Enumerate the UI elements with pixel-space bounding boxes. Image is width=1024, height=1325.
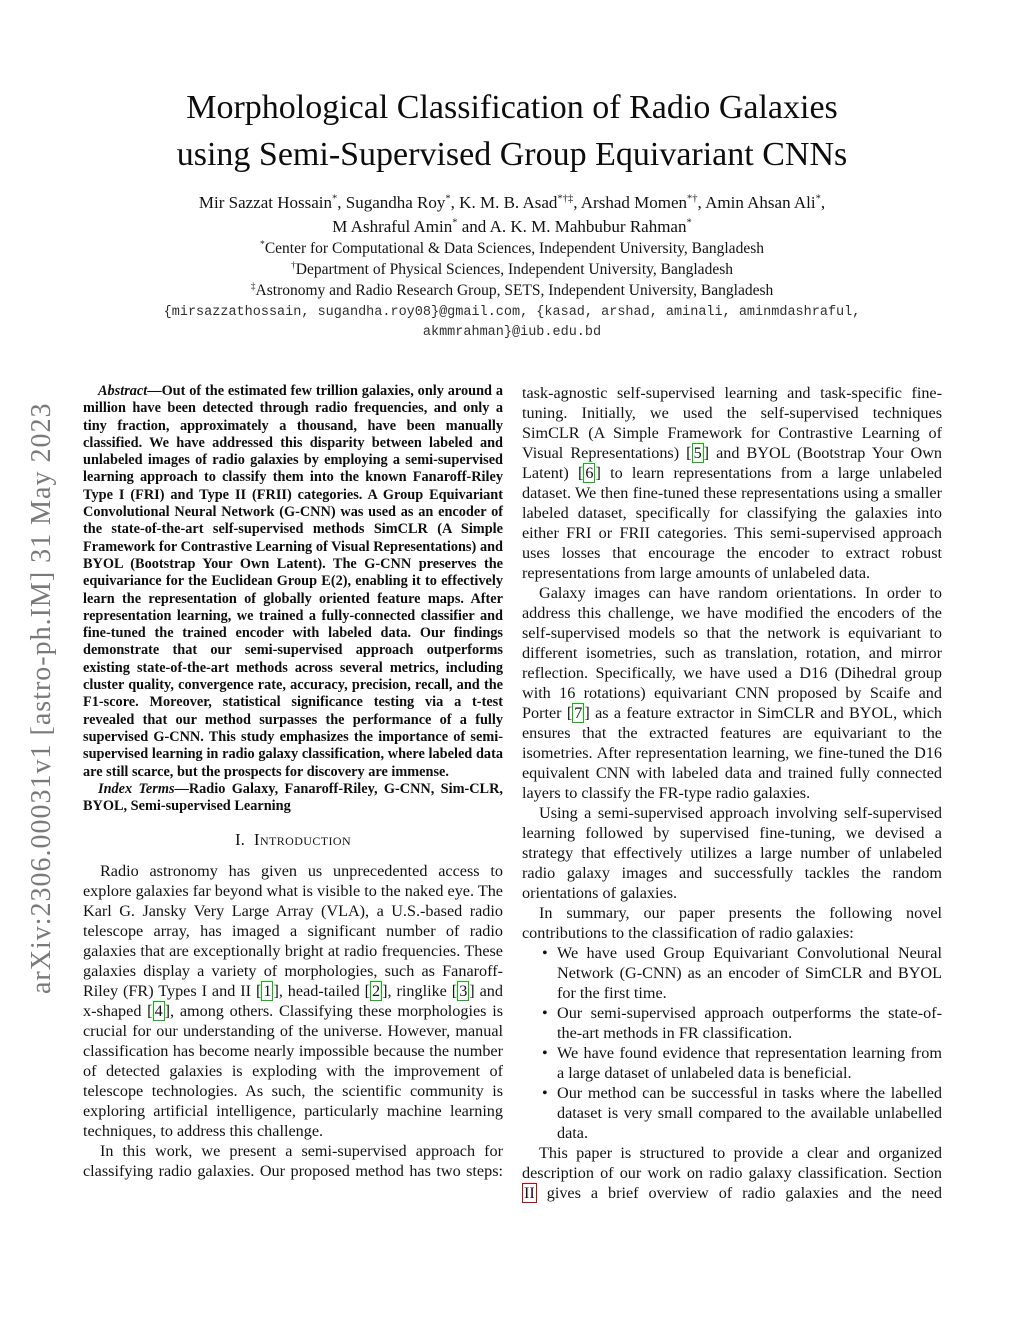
text-segment: *†‡ — [557, 193, 574, 205]
affiliation-3: ‡Astronomy and Radio Research Group, SETS, Independent University, Bangladesh — [250, 280, 774, 299]
text-segment: * — [686, 217, 692, 229]
text-segment: *† — [687, 193, 698, 205]
left-column — [83, 383, 503, 1181]
text-segment: Abstract — [98, 383, 148, 399]
citation-link[interactable]: 3 — [459, 982, 468, 1001]
text-segment: * — [815, 193, 821, 205]
text-segment: ‡ — [250, 280, 256, 292]
email-line-1: {mirsazzathossain, sugandha.roy08}@gmail.com, {kasad, arshad, aminali, aminmdashraful, — [163, 305, 861, 320]
section-title: Introduction — [253, 830, 352, 850]
paragraph: task-agnostic self-supervised learning and task-specific fine-tuning. Initially, we used the self-supervised techniques SimCLR (A Simple Framework for Contrastive Learning of Visual Representations) [ 5 ] and BYOL (Bootstrap Your Own Latent) [ 6 ] to learn representations from a large unlabeled dataset. We then fine-tuned these representations using a smaller labeled dataset, specifically for classifying the galaxies into either FRI or FRII categories. This semi-supervised approach uses losses that encourage the encoder to extract robust representations from large amounts of unlabeled data. — [522, 384, 942, 582]
paper-title — [0, 84, 1024, 178]
list-item: • Our semi-supervised approach outperforms the state-of-the-art methods in FR classification. — [541, 1003, 942, 1043]
text-segment: * — [445, 193, 451, 205]
paragraph: Using a semi-supervised approach involving self-supervised learning followed by supervised fine-tuning, we devised a strategy that effectively utilizes a large number of unlabeled radio galaxy images and successfully tackles the random orientations of galaxies. — [522, 804, 942, 902]
section-number: I. — [234, 830, 245, 850]
section-heading-introduction — [83, 830, 503, 850]
affiliation-1: *Center for Computational & Data Sciences, Independent University, Bangladesh — [260, 238, 764, 257]
email-line-2: akmmrahman}@iub.edu.bd — [422, 324, 602, 340]
paragraph: In summary, our paper presents the following novel contributions to the classification of radio galaxies: — [522, 904, 942, 942]
citation-link[interactable]: 7 — [574, 704, 583, 722]
affiliation-2: †Department of Physical Sciences, Independent University, Bangladesh — [291, 259, 733, 278]
citation-link[interactable]: 5 — [693, 444, 702, 462]
text-segment: * — [452, 217, 458, 229]
text-segment: —Radio Galaxy, Fanaroff-Riley, G-CNN, Sim-CLR, BYOL, Semi-supervised Learning — [83, 780, 503, 815]
list-item: • Our method can be successful in tasks where the labelled dataset is very small compared to the available unlabelled data. — [541, 1083, 942, 1143]
section-ref-link[interactable]: II — [524, 1184, 535, 1202]
abstract-text — [83, 383, 503, 781]
text-segment: Index Terms — [98, 780, 175, 797]
citation-link[interactable]: 1 — [263, 982, 272, 1001]
right-column — [522, 383, 942, 1203]
author-line-1: Mir Sazzat Hossain*, Sugandha Roy*, K. M. B. Asad*†‡, Arshad Momen*†, Amin Ahsan Ali*, — [198, 193, 826, 212]
arxiv-watermark: arXiv:2306.00031v1 [astro-ph.IM] 31 May 2023 — [26, 402, 57, 994]
citation-link[interactable]: 4 — [154, 1002, 163, 1021]
paragraph: This paper is structured to provide a clear and organized description of our work on radio galaxy classification. Section II gives a brief overview of radio galaxies and the need — [522, 1144, 942, 1202]
list-item: • We have found evidence that representation learning from a large dataset of unlabeled data is beneficial. — [541, 1043, 942, 1083]
text-segment: —Out of the estimated few trillion galaxies, only around a million have been detected through radio frequencies, and only a tiny fraction, approximately a thousand, have been manually classified. We have addressed this disparity between labeled and unlabeled images of radio galaxies by employing a semi-supervised learning approach to classify them into the known Fanaroff-Riley Type I (FRI) and Type II (FRII) categories. A Group Equivariant Convolutional Neural Network (G-CNN) was used as an encoder of the state-of-the-art self-supervised methods SimCLR (A Simple Framework for Contrastive Learning of Visual Representations) and BYOL (Bootstrap Your Own Latent). The G-CNN preserves the equivariance for the Euclidean Group E(2), enabling it to effectively learn the representation of globally oriented feature maps. After representation learning, we trained a fully-connected classifier and fine-tuned the trained encoder with labeled data. Our findings demonstrate that our semi-supervised approach outperforms existing state-of-the-art methods across several metrics, including cluster quality, convergence rate, accuracy, precision, recall, and the F1-score. Moreover, statistical significance testing via a t-test revealed that our method surpasses the performance of a fully supervised G-CNN. This study emphasizes the importance of semi-supervised learning in radio galaxy classification, where labeled data are still scarce, but the prospects for discovery are immense. — [83, 383, 503, 780]
list-item: • We have used Group Equivariant Convolutional Neural Network (G-CNN) as an encoder of SimCLR and BYOL for the first time. — [541, 943, 942, 1003]
citation-link[interactable]: 6 — [585, 464, 594, 482]
paragraph: Galaxy images can have random orientations. In order to address this challenge, we have modified the encoders of the self-supervised models so that the network is equivariant to different isometries, such as translation, rotation, and mirror reflection. Specifically, we have used a D16 (Dihedral group with 16 rotations) equivariant CNN proposed by Scaife and Porter [ 7 ] as a feature extractor in SimCLR and BYOL, which ensures that the extracted features are equivariant to the isometries. After representation learning, we fine-tuned the D16 equivalent CNN with labeled data and trained fully connected layers to classify the FR-type radio galaxies. — [522, 584, 942, 802]
title-line-2: using Semi-Supervised Group Equivariant CNNs — [176, 136, 848, 173]
citation-link[interactable]: 2 — [372, 982, 381, 1001]
text-segment: * — [332, 193, 338, 205]
paragraph: Radio astronomy has given us unprecedented access to explore galaxies far beyond what is visible to the naked eye. The Karl G. Jansky Very Large Array (VLA), a U.S.-based radio telescope array, has imaged a significant number of radio galaxies that are exceptionally bright at radio frequencies. These galaxies display a variety of morphologies, such as Fanaroff-Riley (FR) Types I and II [ 1 ], head-tailed [ 2 ], ringlike [ 3 ] and x-shaped [ 4 ], among others. Classifying these morphologies is crucial for our understanding of the universe. However, manual classification has become nearly impossible because the number of detected galaxies is exploding with the improvement of telescope technologies. As such, the scientific community is exploring artificial intelligence, particularly machine learning techniques, to address this challenge. — [83, 862, 503, 1141]
index-terms — [83, 781, 503, 816]
paper-header — [0, 0, 1024, 342]
paragraph: In this work, we present a semi-supervised approach for classifying radio galaxies. Our proposed method has two steps: — [83, 1142, 503, 1181]
title-line-1: Morphological Classification of Radio Galaxies — [186, 89, 838, 126]
contribution-list — [522, 943, 942, 1143]
text-segment: † — [291, 259, 296, 271]
author-line-2: M Ashraful Amin* and A. K. M. Mahbubur Rahman* — [332, 217, 692, 236]
text-segment: * — [260, 238, 265, 250]
